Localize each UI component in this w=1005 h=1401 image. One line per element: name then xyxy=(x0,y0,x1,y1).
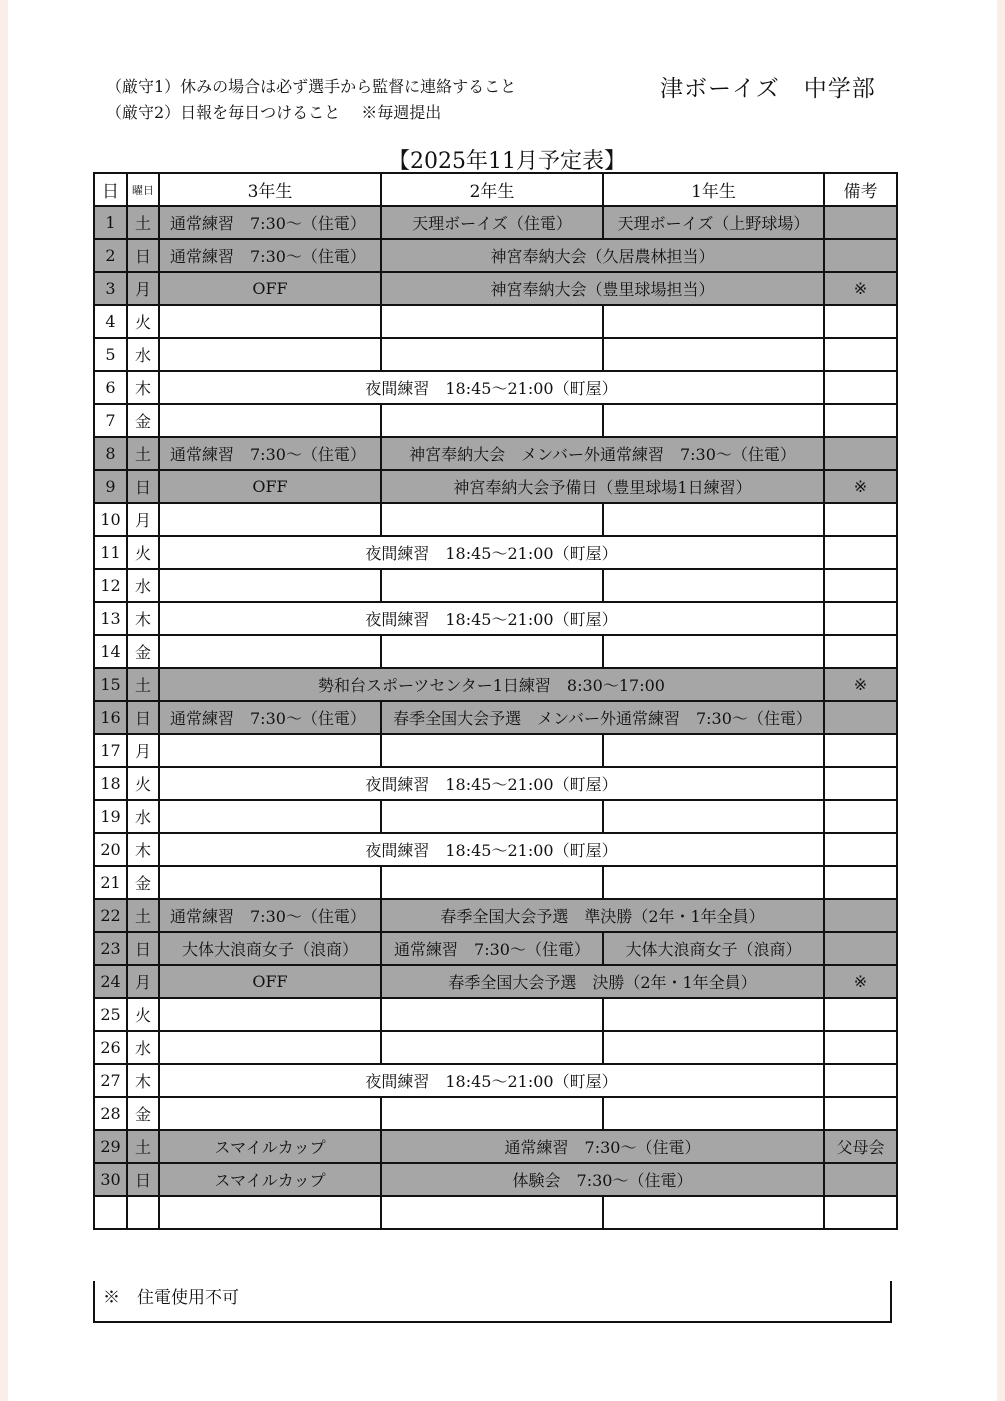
schedule-cell xyxy=(603,866,824,899)
schedule-cell xyxy=(159,503,381,536)
remark-cell: ※ xyxy=(824,470,897,503)
day-cell: 26 xyxy=(94,1031,127,1064)
weekday-cell: 月 xyxy=(127,272,159,305)
schedule-cell xyxy=(381,800,603,833)
schedule-cell xyxy=(603,569,824,602)
day-cell: 24 xyxy=(94,965,127,998)
remark-cell xyxy=(824,866,897,899)
table-row xyxy=(94,536,897,569)
schedule-cell xyxy=(159,569,381,602)
table-row xyxy=(94,668,897,701)
schedule-cell xyxy=(159,1031,381,1064)
table-row xyxy=(94,1196,897,1229)
table-row xyxy=(94,800,897,833)
table-row xyxy=(94,635,897,668)
schedule-cell: OFF xyxy=(159,272,381,305)
weekday-cell: 金 xyxy=(127,1097,159,1130)
day-cell: 19 xyxy=(94,800,127,833)
schedule-cell xyxy=(603,635,824,668)
col-weekday: 曜日 xyxy=(127,173,159,206)
weekday-cell: 木 xyxy=(127,833,159,866)
schedule-cell: 天理ボーイズ（住電） xyxy=(381,206,603,239)
day-cell: 6 xyxy=(94,371,127,404)
remark-cell xyxy=(824,437,897,470)
col-grade2: 2年生 xyxy=(381,173,603,206)
header-row xyxy=(94,173,897,206)
schedule-cell xyxy=(381,503,603,536)
remark-cell xyxy=(824,800,897,833)
day-cell: 29 xyxy=(94,1130,127,1163)
remark-cell: 父母会 xyxy=(824,1130,897,1163)
day-cell: 14 xyxy=(94,635,127,668)
weekday-cell: 水 xyxy=(127,569,159,602)
weekday-cell: 月 xyxy=(127,734,159,767)
remark-cell xyxy=(824,1031,897,1064)
table-row xyxy=(94,437,897,470)
footer-note: ※ 住電使用不可 xyxy=(93,1281,892,1323)
schedule-cell: 神宮奉納大会予備日（豊里球場1日練習） xyxy=(381,470,824,503)
schedule-cell: 通常練習 7:30〜（住電） xyxy=(159,437,381,470)
remark-cell xyxy=(824,635,897,668)
day-cell: 10 xyxy=(94,503,127,536)
day-cell: 3 xyxy=(94,272,127,305)
day-cell xyxy=(94,1196,127,1229)
schedule-body xyxy=(94,206,897,1229)
weekday-cell: 金 xyxy=(127,404,159,437)
schedule-cell xyxy=(381,1196,603,1229)
remark-cell xyxy=(824,767,897,800)
table-row xyxy=(94,602,897,635)
schedule-cell xyxy=(381,998,603,1031)
schedule-cell xyxy=(159,404,381,437)
weekday-cell: 金 xyxy=(127,866,159,899)
schedule-cell: 天理ボーイズ（上野球場） xyxy=(603,206,824,239)
table-row xyxy=(94,371,897,404)
remark-cell xyxy=(824,1064,897,1097)
schedule-cell xyxy=(159,635,381,668)
day-cell: 11 xyxy=(94,536,127,569)
weekday-cell: 木 xyxy=(127,1064,159,1097)
table-row xyxy=(94,701,897,734)
schedule-cell xyxy=(603,1031,824,1064)
schedule-cell: 通常練習 7:30〜（住電） xyxy=(381,932,603,965)
schedule-cell: 神宮奉納大会 メンバー外通常練習 7:30〜（住電） xyxy=(381,437,824,470)
day-cell: 21 xyxy=(94,866,127,899)
team-name: 津ボーイズ 中学部 xyxy=(660,76,876,102)
table-row xyxy=(94,1064,897,1097)
day-cell: 16 xyxy=(94,701,127,734)
remark-cell xyxy=(824,602,897,635)
weekday-cell: 月 xyxy=(127,965,159,998)
schedule-cell xyxy=(603,1097,824,1130)
schedule-cell xyxy=(381,635,603,668)
day-cell: 23 xyxy=(94,932,127,965)
day-cell: 1 xyxy=(94,206,127,239)
table-row xyxy=(94,932,897,965)
table-row xyxy=(94,1163,897,1196)
day-cell: 7 xyxy=(94,404,127,437)
schedule-cell: 勢和台スポーツセンター1日練習 8:30〜17:00 xyxy=(159,668,824,701)
weekday-cell: 火 xyxy=(127,998,159,1031)
schedule-cell xyxy=(381,305,603,338)
remark-cell: ※ xyxy=(824,272,897,305)
table-row xyxy=(94,338,897,371)
col-day: 日 xyxy=(94,173,127,206)
weekday-cell xyxy=(127,1196,159,1229)
weekday-cell: 土 xyxy=(127,1130,159,1163)
weekday-cell: 日 xyxy=(127,932,159,965)
col-grade3: 3年生 xyxy=(159,173,381,206)
schedule-cell xyxy=(603,800,824,833)
schedule-cell: 通常練習 7:30〜（住電） xyxy=(159,899,381,932)
schedule-cell xyxy=(381,404,603,437)
schedule-cell: OFF xyxy=(159,470,381,503)
schedule-cell: 大体大浪商女子（浪商） xyxy=(603,932,824,965)
schedule-cell: 夜間練習 18:45〜21:00（町屋） xyxy=(159,833,824,866)
remark-cell xyxy=(824,239,897,272)
schedule-cell xyxy=(603,503,824,536)
weekday-cell: 土 xyxy=(127,899,159,932)
remark-cell xyxy=(824,1196,897,1229)
remark-cell xyxy=(824,1097,897,1130)
schedule-cell xyxy=(159,998,381,1031)
remark-cell xyxy=(824,206,897,239)
remark-cell xyxy=(824,338,897,371)
day-cell: 22 xyxy=(94,899,127,932)
schedule-cell xyxy=(381,1031,603,1064)
schedule-cell: 夜間練習 18:45〜21:00（町屋） xyxy=(159,602,824,635)
table-row xyxy=(94,404,897,437)
schedule-cell xyxy=(381,338,603,371)
schedule-cell: スマイルカップ xyxy=(159,1163,381,1196)
table-row xyxy=(94,1031,897,1064)
schedule-cell: 春季全国大会予選 メンバー外通常練習 7:30〜（住電） xyxy=(381,701,824,734)
day-cell: 2 xyxy=(94,239,127,272)
schedule-cell xyxy=(603,734,824,767)
remark-cell xyxy=(824,536,897,569)
schedule-cell: スマイルカップ xyxy=(159,1130,381,1163)
day-cell: 30 xyxy=(94,1163,127,1196)
remark-cell: ※ xyxy=(824,668,897,701)
remark-cell xyxy=(824,503,897,536)
table-row xyxy=(94,470,897,503)
table-row xyxy=(94,305,897,338)
rule-1: （厳守1）休みの場合は必ず選手から監督に連絡すること xyxy=(106,77,517,96)
table-row xyxy=(94,1097,897,1130)
remark-cell xyxy=(824,371,897,404)
table-row xyxy=(94,206,897,239)
day-cell: 17 xyxy=(94,734,127,767)
day-cell: 15 xyxy=(94,668,127,701)
schedule-cell: 通常練習 7:30〜（住電） xyxy=(159,239,381,272)
table-row xyxy=(94,239,897,272)
schedule-cell xyxy=(159,1097,381,1130)
schedule-cell: 春季全国大会予選 準決勝（2年・1年全員） xyxy=(381,899,824,932)
remark-cell xyxy=(824,1163,897,1196)
day-cell: 13 xyxy=(94,602,127,635)
table-row xyxy=(94,272,897,305)
day-cell: 20 xyxy=(94,833,127,866)
remark-cell xyxy=(824,404,897,437)
schedule-cell: 通常練習 7:30〜（住電） xyxy=(381,1130,824,1163)
remark-cell xyxy=(824,305,897,338)
weekday-cell: 木 xyxy=(127,371,159,404)
weekday-cell: 日 xyxy=(127,1163,159,1196)
weekday-cell: 日 xyxy=(127,701,159,734)
remark-cell xyxy=(824,998,897,1031)
schedule-cell xyxy=(159,305,381,338)
schedule-cell: 大体大浪商女子（浪商） xyxy=(159,932,381,965)
weekday-cell: 金 xyxy=(127,635,159,668)
remark-cell xyxy=(824,734,897,767)
day-cell: 12 xyxy=(94,569,127,602)
schedule-cell: 夜間練習 18:45〜21:00（町屋） xyxy=(159,767,824,800)
weekday-cell: 日 xyxy=(127,470,159,503)
remark-cell xyxy=(824,569,897,602)
weekday-cell: 火 xyxy=(127,536,159,569)
day-cell: 28 xyxy=(94,1097,127,1130)
schedule-cell xyxy=(381,866,603,899)
schedule-cell xyxy=(159,866,381,899)
day-cell: 4 xyxy=(94,305,127,338)
weekday-cell: 水 xyxy=(127,800,159,833)
weekday-cell: 土 xyxy=(127,206,159,239)
table-row xyxy=(94,569,897,602)
weekday-cell: 土 xyxy=(127,437,159,470)
table-row xyxy=(94,767,897,800)
schedule-cell xyxy=(381,569,603,602)
weekday-cell: 火 xyxy=(127,767,159,800)
schedule-cell: 神宮奉納大会（久居農林担当） xyxy=(381,239,824,272)
schedule-cell: 神宮奉納大会（豊里球場担当） xyxy=(381,272,824,305)
schedule-cell: 通常練習 7:30〜（住電） xyxy=(159,701,381,734)
remark-cell: ※ xyxy=(824,965,897,998)
remark-cell xyxy=(824,932,897,965)
table-row xyxy=(94,965,897,998)
remark-cell xyxy=(824,701,897,734)
col-grade1: 1年生 xyxy=(603,173,824,206)
schedule-cell xyxy=(603,338,824,371)
remark-cell xyxy=(824,899,897,932)
schedule-cell xyxy=(159,1196,381,1229)
weekday-cell: 火 xyxy=(127,305,159,338)
table-row xyxy=(94,734,897,767)
weekday-cell: 水 xyxy=(127,338,159,371)
day-cell: 8 xyxy=(94,437,127,470)
weekday-cell: 水 xyxy=(127,1031,159,1064)
weekday-cell: 月 xyxy=(127,503,159,536)
table-row xyxy=(94,1130,897,1163)
schedule-cell xyxy=(159,338,381,371)
schedule-cell xyxy=(159,734,381,767)
schedule-cell: 体験会 7:30〜（住電） xyxy=(381,1163,824,1196)
schedule-cell: 夜間練習 18:45〜21:00（町屋） xyxy=(159,1064,824,1097)
schedule-cell: 夜間練習 18:45〜21:00（町屋） xyxy=(159,371,824,404)
day-cell: 5 xyxy=(94,338,127,371)
schedule-cell: 通常練習 7:30〜（住電） xyxy=(159,206,381,239)
remark-cell xyxy=(824,833,897,866)
day-cell: 27 xyxy=(94,1064,127,1097)
table-row xyxy=(94,866,897,899)
weekday-cell: 土 xyxy=(127,668,159,701)
weekday-cell: 木 xyxy=(127,602,159,635)
table-row xyxy=(94,833,897,866)
schedule-cell xyxy=(603,305,824,338)
schedule-cell xyxy=(159,800,381,833)
day-cell: 18 xyxy=(94,767,127,800)
schedule-cell xyxy=(603,404,824,437)
schedule-cell xyxy=(603,998,824,1031)
rule-2: （厳守2）日報を毎日つけること ※毎週提出 xyxy=(106,103,442,122)
rules-block xyxy=(106,74,516,126)
schedule-cell: OFF xyxy=(159,965,381,998)
table-row xyxy=(94,998,897,1031)
schedule-title: 【2025年11月予定表】 xyxy=(388,149,626,174)
day-cell: 25 xyxy=(94,998,127,1031)
schedule-cell: 春季全国大会予選 決勝（2年・1年全員） xyxy=(381,965,824,998)
schedule-table xyxy=(93,172,898,1230)
day-cell: 9 xyxy=(94,470,127,503)
weekday-cell: 日 xyxy=(127,239,159,272)
table-row xyxy=(94,899,897,932)
table-row xyxy=(94,503,897,536)
schedule-cell: 夜間練習 18:45〜21:00（町屋） xyxy=(159,536,824,569)
schedule-cell xyxy=(603,1196,824,1229)
schedule-cell xyxy=(381,734,603,767)
col-remarks: 備考 xyxy=(824,173,897,206)
schedule-cell xyxy=(381,1097,603,1130)
